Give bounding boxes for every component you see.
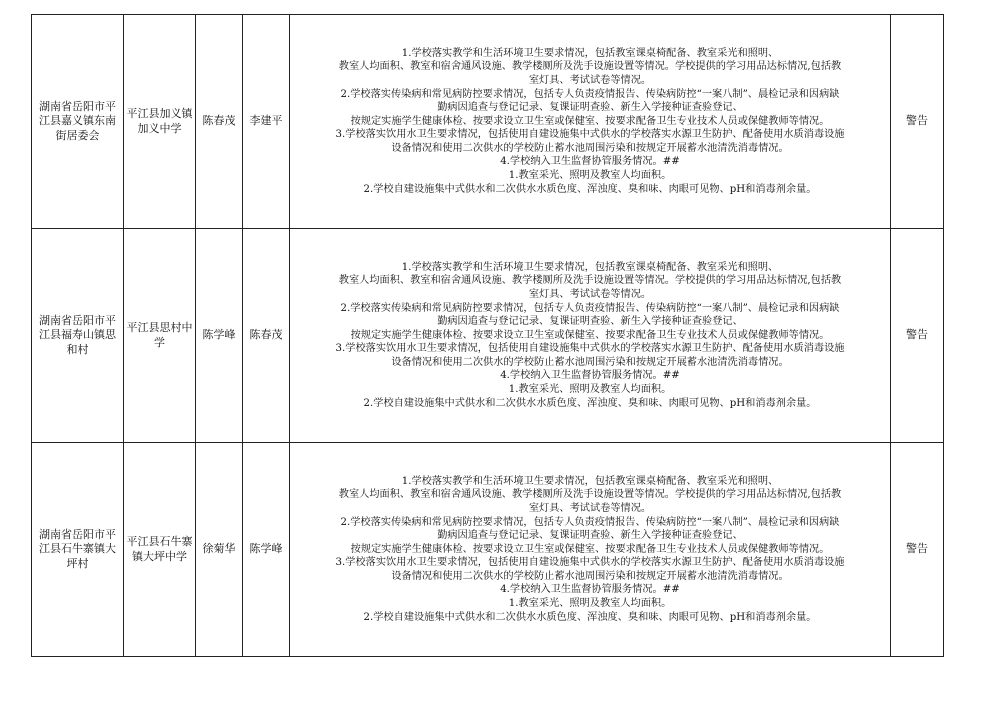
result-cell: 警告 [891, 229, 944, 443]
content-line: 2.学校自建设施集中式供水和二次供水水质色度、浑浊度、臭和味、肉眼可见物、pH和消毒剂余量。 [363, 183, 817, 195]
content-line: 按规定实施学生健康体检、按要求设立卫生室或保健室、按要求配备卫生专业技术人员或保健教师等情况。 [350, 543, 830, 555]
content-line: 4.学校纳入卫生监督协管服务情况。## [500, 584, 680, 596]
content-cell [290, 229, 891, 443]
content-line: 勤病因追查与登记记录、复课证明查验、新生入学接种证查验登记、 [437, 316, 743, 328]
content-line: 3.学校落实饮用水卫生要求情况，包括使用自建设施集中式供水的学校落实水源卫生防护、配备使用水质消毒设施 [335, 557, 845, 569]
school-cell: 平江县石牛寨镇大坪中学 [124, 443, 196, 657]
content-line: 设备情况和使用二次供水的学校防止蓄水池周围污染和按规定开展蓄水池清洗消毒情况。 [391, 142, 789, 154]
school-cell: 平江县加义镇加义中学 [124, 15, 196, 229]
location-cell: 湖南省岳阳市平江县石牛寨镇大坪村 [32, 443, 124, 657]
inspection-table [31, 14, 944, 657]
person2-cell: 陈春茂 [243, 229, 290, 443]
person2-cell: 陈学峰 [243, 443, 290, 657]
content-line: 1.教室采光、照明及教室人均面积。 [508, 170, 672, 182]
result-cell: 警告 [891, 443, 944, 657]
result-cell: 警告 [891, 15, 944, 229]
content-line: 2.学校落实传染病和常见病防控要求情况，包括专人负责疫情报告、传染病防控“一案八制”、晨检记录和因病缺 [340, 88, 840, 100]
table-row [32, 229, 944, 443]
content-line: 教室人均面积、教室和宿舍通风设施、教学楼厕所及洗手设施设置等情况。学校提供的学习用品达标情况,包括教 [338, 489, 842, 501]
content-line: 设备情况和使用二次供水的学校防止蓄水池周围污染和按规定开展蓄水池清洗消毒情况。 [391, 356, 789, 368]
content-cell [290, 15, 891, 229]
content-line: 1.学校落实教学和生活环境卫生要求情况，包括教室课桌椅配备、教室采光和照明、 [401, 47, 779, 59]
content-line: 2.学校落实传染病和常见病防控要求情况，包括专人负责疫情报告、传染病防控“一案八制”、晨检记录和因病缺 [340, 302, 840, 314]
location-cell: 湖南省岳阳市平江县嘉义镇东南街居委会 [32, 15, 124, 229]
content-line: 2.学校自建设施集中式供水和二次供水水质色度、浑浊度、臭和味、肉眼可见物、pH和消毒剂余量。 [363, 397, 817, 409]
content-line: 教室人均面积、教室和宿舍通风设施、教学楼厕所及洗手设施设置等情况。学校提供的学习用品达标情况,包括教 [338, 61, 842, 73]
content-line: 室灯具、考试试卷等情况。 [528, 288, 652, 300]
content-line: 1.学校落实教学和生活环境卫生要求情况，包括教室课桌椅配备、教室采光和照明、 [401, 261, 779, 273]
person1-cell: 陈春茂 [196, 15, 243, 229]
content-line: 3.学校落实饮用水卫生要求情况，包括使用自建设施集中式供水的学校落实水源卫生防护、配备使用水质消毒设施 [335, 343, 845, 355]
content-line: 勤病因追查与登记记录、复课证明查验、新生入学接种证查验登记、 [437, 102, 743, 114]
content-line: 1.教室采光、照明及教室人均面积。 [508, 384, 672, 396]
content-line: 1.学校落实教学和生活环境卫生要求情况，包括教室课桌椅配备、教室采光和照明、 [401, 475, 779, 487]
person1-cell: 徐菊华 [196, 443, 243, 657]
content-line: 室灯具、考试试卷等情况。 [528, 74, 652, 86]
content-line: 室灯具、考试试卷等情况。 [528, 502, 652, 514]
content-line: 4.学校纳入卫生监督协管服务情况。## [500, 156, 680, 168]
content-line: 按规定实施学生健康体检、按要求设立卫生室或保健室、按要求配备卫生专业技术人员或保健教师等情况。 [350, 329, 830, 341]
content-line: 教室人均面积、教室和宿舍通风设施、教学楼厕所及洗手设施设置等情况。学校提供的学习用品达标情况,包括教 [338, 275, 842, 287]
content-line: 3.学校落实饮用水卫生要求情况，包括使用自建设施集中式供水的学校落实水源卫生防护、配备使用水质消毒设施 [335, 129, 845, 141]
content-line: 设备情况和使用二次供水的学校防止蓄水池周围污染和按规定开展蓄水池清洗消毒情况。 [391, 570, 789, 582]
school-cell: 平江县思村中学 [124, 229, 196, 443]
content-line: 1.教室采光、照明及教室人均面积。 [508, 598, 672, 610]
person1-cell: 陈学峰 [196, 229, 243, 443]
content-line: 2.学校自建设施集中式供水和二次供水水质色度、浑浊度、臭和味、肉眼可见物、pH和消毒剂余量。 [363, 611, 817, 623]
location-cell: 湖南省岳阳市平江县福寿山镇思和村 [32, 229, 124, 443]
content-line: 勤病因追查与登记记录、复课证明查验、新生入学接种证查验登记、 [437, 530, 743, 542]
content-line: 4.学校纳入卫生监督协管服务情况。## [500, 370, 680, 382]
table-row [32, 443, 944, 657]
table-row [32, 15, 944, 229]
content-line: 按规定实施学生健康体检、按要求设立卫生室或保健室、按要求配备卫生专业技术人员或保健教师等情况。 [350, 115, 830, 127]
person2-cell: 李建平 [243, 15, 290, 229]
content-cell [290, 443, 891, 657]
table-body [32, 15, 944, 657]
content-line: 2.学校落实传染病和常见病防控要求情况，包括专人负责疫情报告、传染病防控“一案八制”、晨检记录和因病缺 [340, 516, 840, 528]
